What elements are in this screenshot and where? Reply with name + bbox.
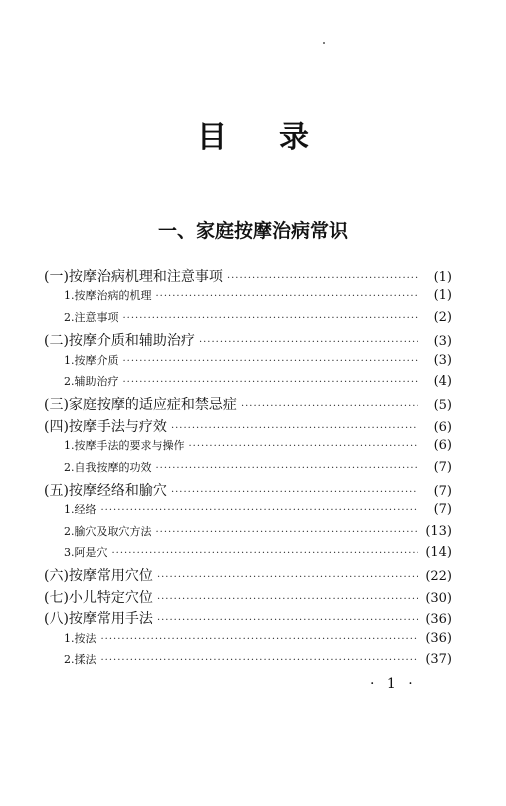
toc-subentry [44, 437, 452, 458]
toc-entry-page: (13) [425, 523, 452, 539]
toc-entry-label: 1.按摩介质 [64, 353, 119, 367]
toc-entry [44, 608, 452, 629]
toc-entry-page: (1) [433, 288, 452, 304]
dot-leader [156, 527, 419, 538]
dot-leader [227, 273, 418, 284]
toc-entry-label: 3.阿是穴 [64, 546, 108, 560]
toc-subentry [44, 544, 452, 565]
dot-leader [157, 594, 418, 605]
dot-leader [101, 655, 419, 666]
toc-entry-label: (五)按摩经络和腧穴 [44, 482, 167, 499]
dot-leader [112, 548, 419, 559]
dot-leader [101, 505, 419, 516]
toc-entry-label: 1.经络 [64, 503, 97, 517]
toc-entry-label: 2.辅助治疗 [64, 374, 119, 388]
toc-entry-label: 1.按法 [64, 631, 97, 645]
toc-subentry [44, 651, 452, 672]
dot-leader [171, 423, 418, 434]
toc-subentry [44, 309, 452, 330]
toc-subentry [44, 501, 452, 522]
table-of-contents [44, 266, 452, 672]
dot-leader [157, 572, 418, 583]
toc-entry-label: (二)按摩介质和辅助治疗 [44, 333, 195, 350]
toc-entry-label: 1.按摩手法的要求与操作 [64, 439, 185, 453]
toc-entry [44, 330, 452, 351]
scan-speck [323, 42, 325, 44]
toc-entry [44, 266, 452, 287]
toc-subentry [44, 630, 452, 651]
toc-subentry [44, 287, 452, 308]
toc-entry-page: (1) [433, 270, 452, 285]
toc-entry-label: 2.注意事项 [64, 310, 119, 324]
toc-entry-page: (7) [433, 459, 452, 475]
section-title: 一、家庭按摩治病常识 [157, 220, 348, 242]
toc-entry-label: (七)小儿特定穴位 [44, 589, 153, 606]
toc-entry [44, 394, 452, 415]
dot-leader [123, 356, 419, 367]
toc-entry-label: 2.揉法 [64, 653, 97, 667]
toc-entry-label: (四)按摩手法与疗效 [44, 418, 167, 435]
toc-entry [44, 565, 452, 586]
toc-entry-label: (八)按摩常用手法 [44, 611, 153, 628]
toc-entry [44, 587, 452, 608]
dot-leader [123, 313, 419, 324]
toc-entry-page: (7) [433, 502, 452, 518]
footer-page-number: · 1 · [370, 676, 417, 692]
toc-entry-page: (6) [433, 419, 452, 435]
toc-entry-page: (36) [425, 612, 452, 628]
toc-entry-label: 2.自我按摩的功效 [64, 460, 152, 474]
dot-leader [171, 487, 418, 498]
page-title: 目录 [197, 120, 361, 155]
dot-leader [156, 463, 419, 474]
toc-entry-page: (30) [425, 590, 452, 606]
toc-entry-page: (14) [425, 545, 452, 561]
toc-subentry [44, 352, 452, 373]
toc-entry-page: (6) [433, 438, 452, 454]
toc-entry-page: (3) [433, 334, 452, 350]
toc-subentry [44, 373, 452, 394]
toc-entry-label: (六)按摩常用穴位 [44, 568, 153, 585]
toc-entry-page: (4) [433, 373, 452, 389]
toc-entry-page: (2) [433, 309, 452, 325]
toc-entry [44, 480, 452, 501]
toc-entry-page: (22) [425, 569, 452, 585]
toc-entry-page: (37) [425, 652, 452, 668]
dot-leader [199, 337, 418, 348]
toc-entry-label: 1.按摩治病的机理 [64, 289, 152, 303]
toc-subentry [44, 459, 452, 480]
toc-entry-page: (5) [433, 398, 452, 414]
dot-leader [156, 291, 419, 302]
toc-entry-page: (7) [433, 483, 452, 499]
dot-leader [241, 401, 418, 412]
toc-entry-label: (一)按摩治病机理和注意事项 [44, 269, 223, 285]
toc-entry [44, 416, 452, 437]
toc-entry-label: 2.腧穴及取穴方法 [64, 524, 152, 538]
toc-entry-page: (36) [425, 630, 452, 646]
dot-leader [123, 377, 419, 388]
toc-entry-label: (三)家庭按摩的适应症和禁忌症 [44, 397, 237, 414]
toc-subentry [44, 523, 452, 544]
dot-leader [157, 615, 418, 626]
toc-entry-page: (3) [433, 352, 452, 368]
dot-leader [189, 441, 419, 452]
dot-leader [101, 634, 419, 645]
